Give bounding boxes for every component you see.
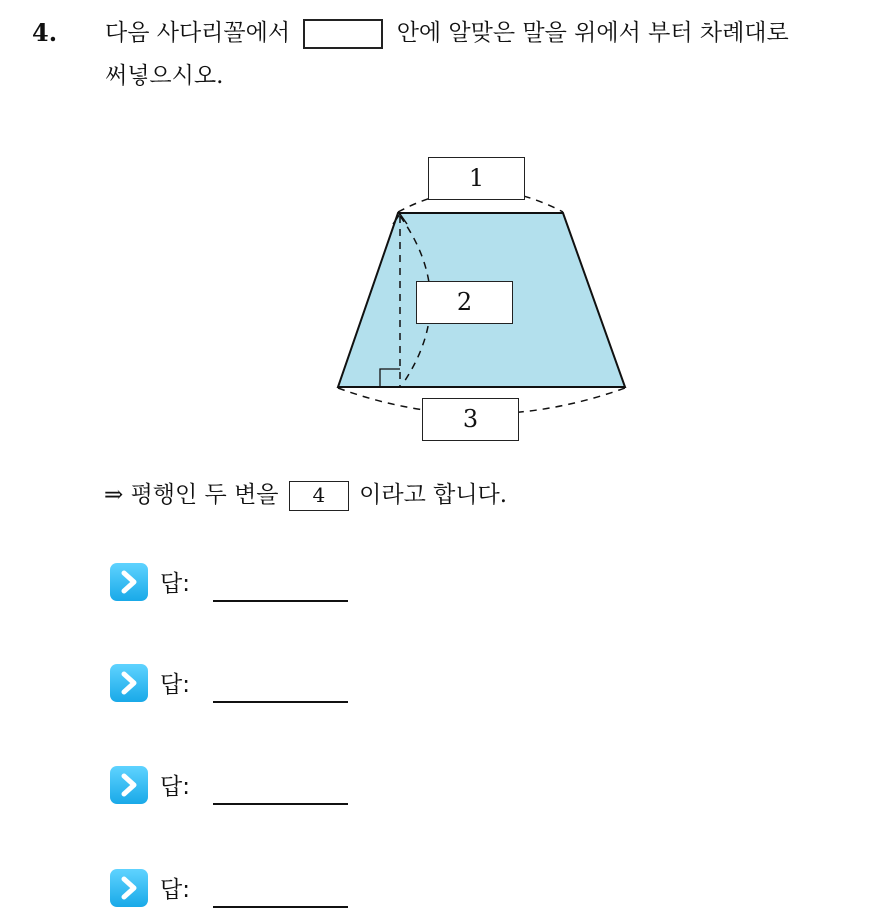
answer-label: 답: — [160, 672, 190, 698]
question-number: 4. — [32, 18, 58, 47]
label-box-3: 3 — [422, 398, 519, 441]
answer-field[interactable] — [213, 600, 348, 602]
label-box-2: 2 — [416, 281, 513, 324]
question-text-part-1: 다음 사다리꼴에서 — [105, 20, 291, 46]
statement-line — [104, 478, 507, 512]
chevron-right-icon — [110, 869, 148, 907]
chevron-right-icon — [110, 766, 148, 804]
answer-field[interactable] — [213, 906, 348, 908]
answer-field[interactable] — [213, 701, 348, 703]
answer-label: 답: — [160, 774, 190, 800]
statement-box: 4 — [289, 481, 349, 511]
chevron-right-icon — [110, 563, 148, 601]
statement-prefix: ⇒ 평행인 두 변을 — [104, 482, 279, 508]
answer-field[interactable] — [213, 803, 348, 805]
answer-label: 답: — [160, 571, 190, 597]
answer-label: 답: — [160, 877, 190, 903]
question-text-line-2: 써넣으시오. — [105, 63, 224, 89]
question-text-part-2: 안에 알맞은 말을 위에서 부터 차례대로 — [396, 20, 789, 46]
chevron-right-icon — [110, 664, 148, 702]
label-box-1: 1 — [428, 157, 525, 200]
statement-suffix: 이라고 합니다. — [359, 482, 508, 508]
